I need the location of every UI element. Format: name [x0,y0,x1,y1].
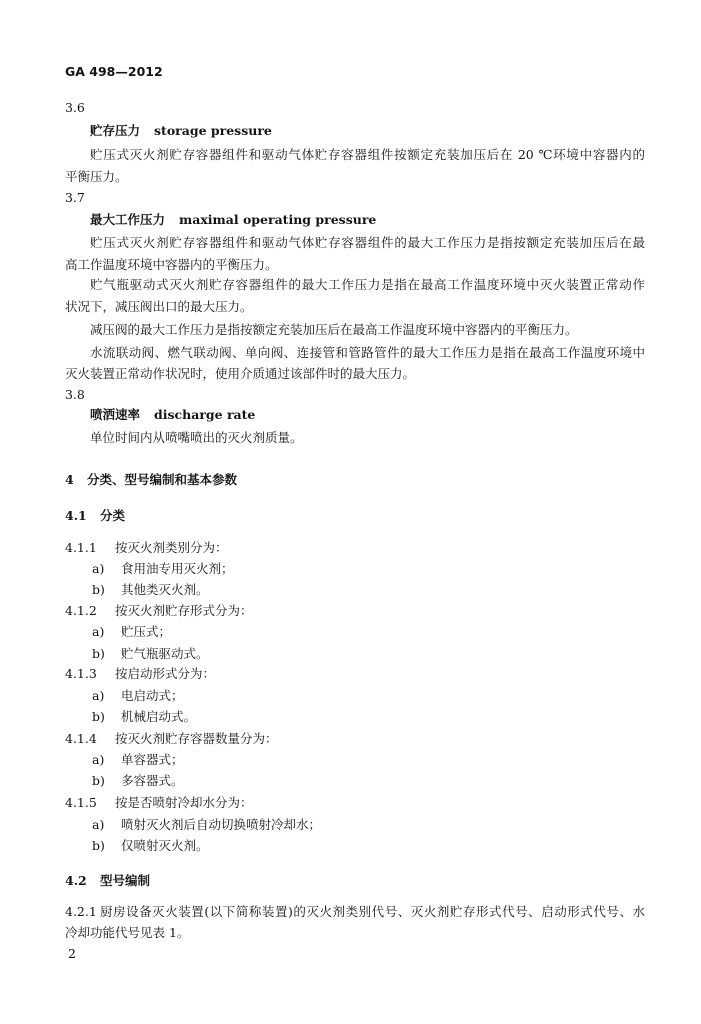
option-label: a) [92,688,105,703]
paragraph-line: 贮压式灭火剂贮存容器组件和驱动气体贮存容器组件的最大工作压力是指按额定充装加压后在最 [90,235,645,250]
term-zh: 贮存压力 [90,123,141,138]
option-text: 喷射灭火剂后自动切换喷射冷却水； [121,817,322,832]
item-number: 4.1.1 [65,540,97,555]
option-text: 贮压式； [121,624,172,639]
option-label: b) [92,709,105,724]
paragraph-line: 水流联动阀、燃气联动阀、单向阀、连接管和管路管件的最大工作压力是指在最高工作温度环境中 [90,345,645,360]
section-number-4-2: 4.2 [65,873,87,888]
item-text: 按灭火剂类别分为： [115,540,228,555]
item-text: 冷却功能代号见表 1。 [65,925,190,940]
option-text: 其他类灭火剂。 [121,582,209,597]
option-text: 贮气瓶驱动式。 [121,646,209,661]
term-en: maximal operating pressure [179,212,377,227]
definition-line: 单位时间内从喷嘴喷出的灭火剂质量。 [90,430,303,445]
term-3-6 [90,123,272,139]
section-title-4-1: 分类 [100,508,126,523]
item-number: 4.1.2 [65,603,97,618]
chapter-title: 分类、型号编制和基本参数 [87,472,238,487]
item-number: 4.1.3 [65,666,97,681]
item-text: 按是否喷射冷却水分为： [115,795,253,810]
option-label: b) [92,773,105,788]
item-text: 厨房设备灭火装置(以下简称装置)的灭火剂类别代号、灭火剂贮存形式代号、启动形式代号、水 [100,904,645,919]
standard-code: GA 498—2012 [65,64,163,79]
term-3-8 [90,407,255,423]
clause-number-3-8: 3.8 [65,387,85,402]
paragraph-line: 减压阀的最大工作压力是指按额定充装加压后在最高工作温度环境中容器内的平衡压力。 [90,322,578,337]
clause-number-3-7: 3.7 [65,190,85,205]
item-number: 4.1.4 [65,731,97,746]
item-number: 4.1.5 [65,795,97,810]
option-label: b) [92,838,105,853]
option-label: a) [92,817,105,832]
option-text: 仅喷射灭火剂。 [121,838,209,853]
option-label: a) [92,561,105,576]
term-zh: 最大工作压力 [90,212,166,227]
term-en: storage pressure [154,123,272,138]
definition-line: 平衡压力。 [65,169,128,184]
option-text: 电启动式； [121,688,184,703]
section-number-4-1: 4.1 [65,508,87,523]
item-text: 按灭火剂贮存形式分为： [115,603,253,618]
option-label: a) [92,624,105,639]
option-text: 多容器式。 [121,773,184,788]
term-en: discharge rate [154,407,256,422]
option-text: 机械启动式。 [121,709,197,724]
definition-line: 贮压式灭火剂贮存容器组件和驱动气体贮存容器组件按额定充装加压后在 20 ℃环境中容器内的 [90,147,645,162]
section-title-4-2: 型号编制 [100,873,151,888]
chapter-number: 4 [65,472,74,487]
paragraph-line: 状况下，减压阀出口的最大压力。 [65,299,253,314]
item-number: 4.2.1 [65,904,97,919]
option-label: b) [92,582,105,597]
option-label: a) [92,752,105,767]
paragraph-line: 灭火装置正常动作状况时，使用介质通过该部件时的最大压力。 [65,366,416,381]
item-text: 按启动形式分为： [115,666,216,681]
item-text: 按灭火剂贮存容器数量分为： [115,731,278,746]
clause-number-3-6: 3.6 [65,100,85,115]
option-text: 食用油专用灭火剂； [121,561,234,576]
term-zh: 喷洒速率 [90,407,141,422]
page-number: 2 [68,946,76,961]
paragraph-line: 高工作温度环境中容器内的平衡压力。 [65,257,278,272]
option-text: 单容器式； [121,752,184,767]
option-label: b) [92,646,105,661]
term-3-7 [90,212,376,228]
paragraph-line: 贮气瓶驱动式灭火剂贮存容器组件的最大工作压力是指在最高工作温度环境中灭火装置正常动作 [90,277,645,292]
